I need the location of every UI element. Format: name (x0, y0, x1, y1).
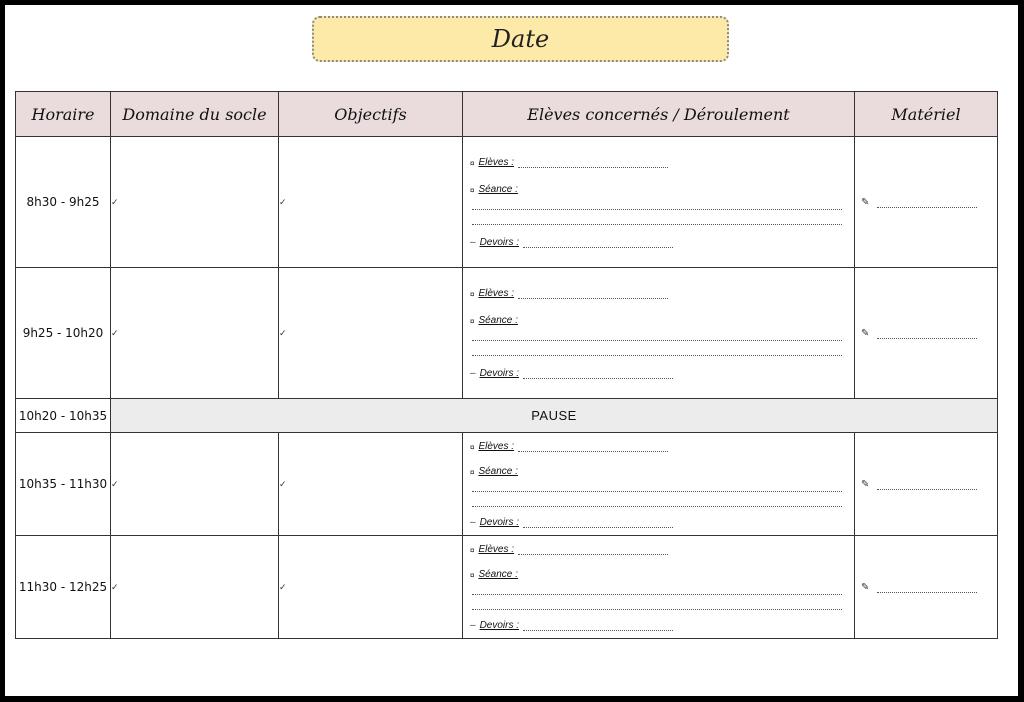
bullet-icon: ¤ (470, 467, 475, 477)
seance-label: Séance : (478, 568, 518, 580)
seance-label: Séance : (478, 183, 518, 195)
header-deroulement: Elèves concernés / Déroulement (463, 92, 855, 137)
materiel-field[interactable] (877, 584, 977, 593)
materiel-cell[interactable] (855, 433, 998, 536)
devoirs-field[interactable] (523, 622, 673, 631)
time-cell: 9h25 - 10h20 (16, 268, 111, 399)
time-cell: 8h30 - 9h25 (16, 137, 111, 268)
seance-field[interactable] (472, 477, 842, 492)
eleves-label: Elèves : (478, 156, 515, 168)
devoirs-field[interactable] (523, 519, 673, 528)
eleves-label: Elèves : (478, 287, 515, 299)
seance-field[interactable] (472, 326, 842, 341)
time-cell: 10h35 - 11h30 (16, 433, 111, 536)
header-domaine: Domaine du socle (111, 92, 279, 137)
seance-field[interactable] (472, 492, 842, 507)
seance-field[interactable] (472, 341, 842, 356)
bullet-icon: ¤ (470, 442, 475, 452)
eleves-field[interactable] (518, 546, 668, 555)
deroulement-cell[interactable] (463, 536, 855, 639)
pencil-icon: ✎ (861, 581, 870, 593)
devoirs-field[interactable] (523, 370, 673, 379)
devoirs-label: Devoirs : (479, 516, 520, 528)
seance-label: Séance : (478, 465, 518, 477)
bullet-icon: ¤ (470, 289, 475, 299)
devoirs-label: Devoirs : (479, 367, 520, 379)
check-icon: ✓ (111, 478, 119, 489)
table-row (16, 268, 998, 399)
time-cell: 11h30 - 12h25 (16, 536, 111, 639)
devoirs-field[interactable] (523, 239, 673, 248)
pause-label: PAUSE (111, 399, 998, 433)
dash-icon: – (470, 516, 476, 528)
date-title[interactable]: Date (312, 16, 729, 62)
deroulement-cell[interactable] (463, 268, 855, 399)
table-row (16, 536, 998, 639)
seance-label: Séance : (478, 314, 518, 326)
header-materiel: Matériel (855, 92, 998, 137)
bullet-icon: ¤ (470, 316, 475, 326)
table-row (16, 137, 998, 268)
header-row (16, 92, 998, 137)
check-icon: ✓ (111, 196, 119, 207)
objectifs-cell[interactable] (279, 268, 463, 399)
dash-icon: – (470, 367, 476, 379)
check-icon: ✓ (279, 478, 287, 489)
seance-field[interactable] (472, 580, 842, 595)
pause-row (16, 399, 998, 433)
eleves-field[interactable] (518, 443, 668, 452)
deroulement-cell[interactable] (463, 137, 855, 268)
seance-field[interactable] (472, 195, 842, 210)
eleves-field[interactable] (518, 290, 668, 299)
materiel-field[interactable] (877, 199, 977, 208)
schedule-table (15, 91, 998, 639)
domaine-cell[interactable] (111, 268, 279, 399)
eleves-label: Elèves : (478, 440, 515, 452)
check-icon: ✓ (279, 581, 287, 592)
time-cell: 10h20 - 10h35 (16, 399, 111, 433)
materiel-field[interactable] (877, 481, 977, 490)
pencil-icon: ✎ (861, 327, 870, 339)
materiel-field[interactable] (877, 330, 977, 339)
bullet-icon: ¤ (470, 545, 475, 555)
bullet-icon: ¤ (470, 158, 475, 168)
dash-icon: – (470, 236, 476, 248)
check-icon: ✓ (279, 327, 287, 338)
table-row (16, 433, 998, 536)
seance-field[interactable] (472, 210, 842, 225)
domaine-cell[interactable] (111, 137, 279, 268)
check-icon: ✓ (111, 327, 119, 338)
domaine-cell[interactable] (111, 433, 279, 536)
devoirs-label: Devoirs : (479, 619, 520, 631)
eleves-label: Elèves : (478, 543, 515, 555)
header-horaire: Horaire (16, 92, 111, 137)
planning-page (5, 5, 1018, 696)
objectifs-cell[interactable] (279, 536, 463, 639)
materiel-cell[interactable] (855, 536, 998, 639)
dash-icon: – (470, 619, 476, 631)
header-objectifs: Objectifs (279, 92, 463, 137)
materiel-cell[interactable] (855, 268, 998, 399)
pencil-icon: ✎ (861, 478, 870, 490)
seance-field[interactable] (472, 595, 842, 610)
domaine-cell[interactable] (111, 536, 279, 639)
check-icon: ✓ (111, 581, 119, 592)
pencil-icon: ✎ (861, 196, 870, 208)
devoirs-label: Devoirs : (479, 236, 520, 248)
materiel-cell[interactable] (855, 137, 998, 268)
bullet-icon: ¤ (470, 570, 475, 580)
objectifs-cell[interactable] (279, 137, 463, 268)
check-icon: ✓ (279, 196, 287, 207)
bullet-icon: ¤ (470, 185, 475, 195)
eleves-field[interactable] (518, 159, 668, 168)
deroulement-cell[interactable] (463, 433, 855, 536)
objectifs-cell[interactable] (279, 433, 463, 536)
